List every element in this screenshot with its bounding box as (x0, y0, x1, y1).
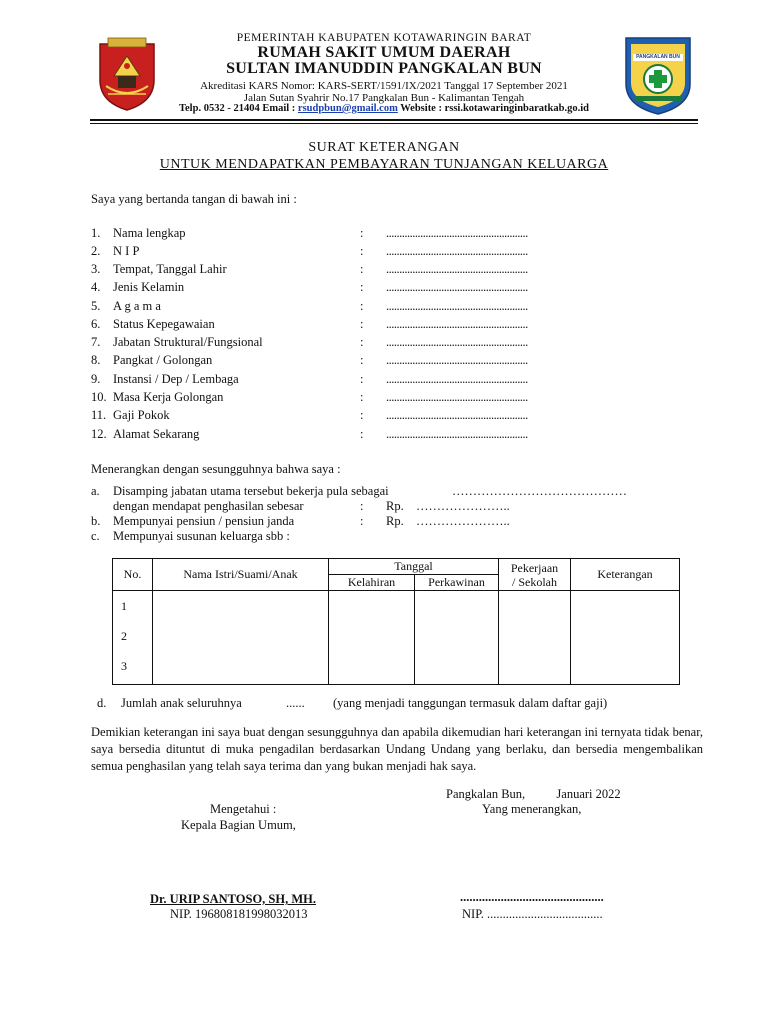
field-colon: : (360, 280, 364, 294)
document-title: SURAT KETERANGAN (308, 140, 460, 155)
closing-paragraph: Demikian keterangan ini saya buat dengan sesungguhnya dan apabila dikemudian hari keterangan ini ternyata tidak benar, saya bersedia dituntut di muka pengadilan berdasarkan Undang Undang yang berlaku, dan bersedia mengembalikan semua penghasilan yang telah saya terima dan yang bukan menjadi hak saya. (91, 725, 703, 773)
right-signer-nip[interactable]: NIP. ..................................... (462, 907, 603, 921)
field-number: 10. (91, 390, 107, 404)
field-number: 9. (91, 372, 101, 386)
field-value[interactable]: ...................................................... (386, 353, 528, 367)
item-a-text: Disamping jabatan utama tersebut bekerja pula sebagai (113, 484, 389, 498)
header-pekerjaan-line2: / Sekolah (512, 574, 557, 589)
item-a-sub-text: dengan mendapat penghasilan sebesar (113, 499, 304, 513)
contact-prefix: Telp. 0532 - 21404 Email : (178, 103, 298, 114)
field-value[interactable]: ...................................................... (386, 372, 528, 386)
item-d-text: Jumlah anak seluruhnya (121, 696, 242, 710)
field-number: 6. (91, 317, 101, 331)
field-number: 11. (91, 408, 107, 422)
field-colon: : (360, 353, 364, 367)
field-value[interactable]: ...................................................... (386, 280, 528, 294)
field-colon: : (360, 372, 364, 386)
item-b-text: Mempunyai pensiun / pensiun janda (113, 514, 295, 528)
field-label: Nama lengkap (113, 226, 186, 240)
item-d-note: (yang menjadi tanggungan termasuk dalam daftar gaji) (333, 696, 608, 710)
item-a-dots: …………………………………… (452, 484, 627, 498)
statement-text: Menerangkan dengan sesungguhnya bahwa saya : (91, 462, 341, 476)
field-colon: : (360, 317, 364, 331)
name-cell[interactable] (153, 591, 329, 685)
perkawinan-cell[interactable] (415, 591, 499, 685)
item-a-sub-rp: Rp. (386, 499, 404, 513)
hospital-name-line2: SULTAN IMANUDDIN PANGKALAN BUN (226, 60, 542, 77)
field-number: 3. (91, 262, 101, 276)
item-c-text: Mempunyai susunan keluarga sbb : (113, 529, 290, 543)
field-number: 5. (91, 299, 101, 313)
field-value[interactable]: ...................................................... (386, 299, 528, 313)
field-label: A g a m a (113, 299, 161, 313)
field-colon: : (360, 390, 364, 404)
item-b-dots: ………………….. (416, 514, 510, 528)
website-text: Website : rssi.kotawaringinbaratkab.go.id (397, 103, 589, 114)
field-label: Alamat Sekarang (113, 427, 200, 441)
field-number: 1. (91, 226, 101, 240)
field-colon: : (360, 299, 364, 313)
field-number: 2. (91, 244, 101, 258)
field-label: Gaji Pokok (113, 408, 170, 422)
known-by-label: Mengetahui : (210, 802, 277, 816)
field-value[interactable]: ...................................................... (386, 427, 528, 441)
field-value[interactable]: ...................................................... (386, 244, 528, 258)
field-number: 4. (91, 280, 101, 294)
header-no: No. (113, 559, 153, 591)
item-c-letter: c. (91, 529, 100, 543)
item-a-sub-colon: : (360, 499, 364, 513)
left-signer-nip: NIP. 196808181998032013 (170, 907, 308, 921)
item-b-rp: Rp. (386, 514, 404, 528)
document-subtitle: UNTUK MENDAPATKAN PEMBAYARAN TUNJANGAN KELUARGA (159, 157, 609, 172)
row-number: 1 (121, 599, 127, 613)
field-label: Jabatan Struktural/Fungsional (113, 335, 263, 349)
right-signer-name[interactable]: .............................................. (460, 890, 604, 904)
field-value[interactable]: ...................................................... (386, 226, 528, 240)
field-colon: : (360, 262, 364, 276)
item-d-dots: ...... (286, 696, 305, 710)
field-number: 8. (91, 353, 101, 367)
keterangan-cell[interactable] (571, 591, 680, 685)
field-colon: : (360, 427, 364, 441)
header-kelahiran: Kelahiran (329, 575, 415, 591)
address-line: Jalan Sutan Syahrir No.17 Pangkalan Bun - Kalimantan Tengah (243, 92, 525, 104)
field-number: 7. (91, 335, 101, 349)
field-colon: : (360, 244, 364, 258)
header-name: Nama Istri/Suami/Anak (153, 559, 329, 591)
email-link[interactable]: rsudpbun@gmail.com (297, 103, 398, 114)
row-numbers-cell (113, 591, 153, 685)
contact-line (0, 103, 768, 114)
header-tanggal: Tanggal (329, 559, 499, 575)
pekerjaan-cell[interactable] (499, 591, 571, 685)
field-colon: : (360, 335, 364, 349)
right-signer-role: Yang menerangkan, (482, 802, 582, 816)
field-label: Jenis Kelamin (113, 280, 185, 294)
hospital-name-line1: RUMAH SAKIT UMUM DAERAH (257, 44, 511, 61)
intro-text: Saya yang bertanda tangan di bawah ini : (91, 192, 297, 206)
item-b-colon: : (360, 514, 364, 528)
field-colon: : (360, 226, 364, 240)
field-value[interactable]: ...................................................... (386, 317, 528, 331)
place-date: Pangkalan Bun, Januari 2022 (446, 787, 621, 801)
header-divider-thin (90, 123, 698, 124)
field-label: Instansi / Dep / Lembaga (113, 372, 239, 386)
left-signer-name: Dr. URIP SANTOSO, SH, MH. (150, 892, 317, 906)
header-pekerjaan-line1: Pekerjaan (510, 560, 559, 575)
hospital-emblem-text: PANGKALAN BUN (636, 54, 680, 60)
header-keterangan: Keterangan (571, 559, 680, 591)
field-value[interactable]: ...................................................... (386, 390, 528, 404)
item-a-letter: a. (91, 484, 100, 498)
field-label: Pangkat / Golongan (113, 353, 213, 367)
left-signer-role: Kepala Bagian Umum, (181, 818, 296, 832)
row-number: 3 (121, 659, 127, 673)
item-b-letter: b. (91, 514, 101, 528)
item-d-letter: d. (97, 696, 107, 710)
field-label: Status Kepegawaian (113, 317, 215, 331)
field-value[interactable]: ...................................................... (386, 335, 528, 349)
field-number: 12. (91, 427, 107, 441)
government-name: PEMERINTAH KABUPATEN KOTAWARINGIN BARAT (236, 32, 532, 44)
field-value[interactable]: ...................................................... (386, 408, 528, 422)
family-table (112, 558, 680, 685)
field-label: Masa Kerja Golongan (113, 390, 224, 404)
accreditation-line: Akreditasi KARS Nomor: KARS-SERT/1591/IX/2021 Tanggal 17 September 2021 (200, 80, 568, 92)
header-divider-thick (90, 119, 698, 121)
header-perkawinan: Perkawinan (415, 575, 499, 591)
kelahiran-cell[interactable] (329, 591, 415, 685)
field-value[interactable]: ...................................................... (386, 262, 528, 276)
field-colon: : (360, 408, 364, 422)
header-pekerjaan (499, 559, 571, 591)
item-a-sub-dots: ………………….. (416, 499, 510, 513)
row-number: 2 (121, 629, 127, 643)
field-label: Tempat, Tanggal Lahir (113, 262, 227, 276)
field-label: N I P (113, 244, 140, 258)
